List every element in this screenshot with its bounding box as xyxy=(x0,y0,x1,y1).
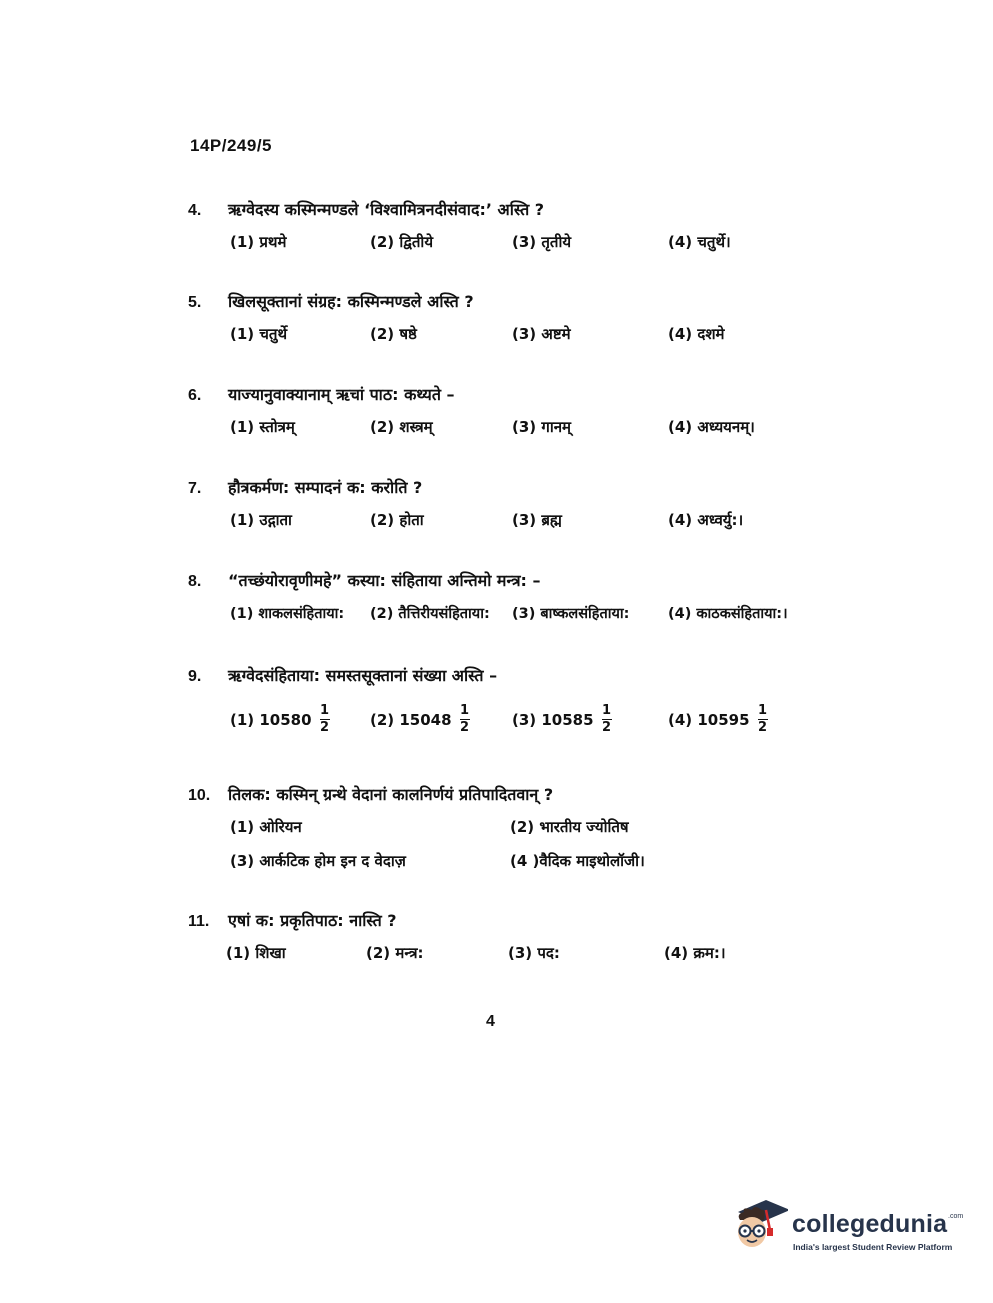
half-fraction xyxy=(602,704,612,735)
paper-code: 14P/249/5 xyxy=(190,136,273,155)
half-fraction xyxy=(320,704,330,735)
fraction-numerator: 1 xyxy=(758,703,768,718)
option-3: (3) अष्टमे xyxy=(512,325,571,343)
option-1: (1) शाकलसंहिताया: xyxy=(230,606,345,622)
question-number: 7. xyxy=(188,480,202,497)
question-6 xyxy=(188,383,848,443)
question-text: एषां क: प्रकृतिपाठ: नास्ति ? xyxy=(228,911,397,930)
question-9 xyxy=(188,664,848,744)
question-text: “तच्छंयोरावृणीमहे” कस्या: संहिताया अन्तिमो मन्त्र: – xyxy=(228,571,541,590)
question-text: ऋग्वेदस्य कस्मिन्मण्डले ‘विश्वामित्रनदीसंवाद:’ अस्ति ? xyxy=(228,200,545,219)
option-1: (1) प्रथमे xyxy=(230,233,287,251)
question-text: याज्यानुवाक्यानाम् ऋचां पाठ: कथ्यते – xyxy=(228,385,455,404)
brand-suffix: .com xyxy=(948,1213,964,1220)
option-4: (4 )वैदिक माइथोलॉजी। xyxy=(510,852,645,870)
options xyxy=(188,510,848,536)
option-1: (1) शिखा xyxy=(226,944,286,962)
option-4: (4) अध्ययनम्। xyxy=(668,418,755,436)
options xyxy=(188,704,848,744)
option-1: (1) चतुर्थे xyxy=(230,325,288,343)
options-row-1 xyxy=(188,817,848,843)
option-3: (3) ब्रह्म xyxy=(512,511,562,529)
options xyxy=(188,232,848,258)
question-number: 10. xyxy=(188,787,211,804)
option-value: (2) 15048 xyxy=(370,710,452,729)
question-4 xyxy=(188,198,848,258)
question-number: 4. xyxy=(188,202,202,219)
option-4: (4) काठकसंहिताया:। xyxy=(668,606,788,622)
option-3: (3) बाष्कलसंहिताया: xyxy=(512,606,630,622)
option-4: (4) क्रम:। xyxy=(664,944,726,962)
student-mascot-icon xyxy=(732,1196,788,1258)
option-3: (3) पद: xyxy=(508,944,560,962)
fraction-denominator: 2 xyxy=(460,720,470,735)
question-number: 8. xyxy=(188,573,202,590)
option-value: (1) 10580 xyxy=(230,710,312,729)
option-2: (2) शस्त्रम् xyxy=(370,418,433,436)
question-text: तिलक: कस्मिन् ग्रन्थे वेदानां कालनिर्णयं प्रतिपादितवान् ? xyxy=(228,785,554,804)
question-8 xyxy=(188,569,848,629)
fraction-numerator: 1 xyxy=(602,703,612,718)
option-value: (4) 10595 xyxy=(668,710,750,729)
options xyxy=(188,417,848,443)
question-number: 6. xyxy=(188,387,202,404)
fraction-numerator: 1 xyxy=(320,703,330,718)
option-1: (1) उद्गाता xyxy=(230,511,292,529)
question-number: 9. xyxy=(188,668,202,685)
half-fraction xyxy=(758,704,768,735)
question-5 xyxy=(188,290,848,350)
option-1: (1) ओरियन xyxy=(230,818,302,836)
option-2: (2) षष्ठे xyxy=(370,325,417,343)
option-2: (2) द्वितीये xyxy=(370,233,434,251)
page-number: 4 xyxy=(486,1013,495,1030)
brand-name: collegedunia xyxy=(792,1210,948,1238)
fraction-denominator: 2 xyxy=(320,720,330,735)
options xyxy=(188,603,848,629)
collegedunia-watermark xyxy=(732,1196,962,1260)
option-1: (1) स्तोत्रम् xyxy=(230,418,295,436)
option-2: (2) भारतीय ज्योतिष xyxy=(510,818,629,836)
option-3 xyxy=(512,704,612,735)
option-3: (3) गानम् xyxy=(512,418,571,436)
fraction-numerator: 1 xyxy=(460,703,470,718)
question-text: खिलसूक्तानां संग्रह: कस्मिन्मण्डले अस्ति ? xyxy=(228,292,474,311)
option-2: (2) होता xyxy=(370,511,424,529)
option-2: (2) तैत्तिरीयसंहिताया: xyxy=(370,606,490,622)
fraction-denominator: 2 xyxy=(602,720,612,735)
options-row-2 xyxy=(188,851,848,877)
half-fraction xyxy=(460,704,470,735)
option-1 xyxy=(230,704,330,735)
question-text: ऋग्वेदसंहिताया: समस्तसूक्तानां संख्या अस्ति – xyxy=(228,666,498,685)
option-2: (2) मन्त्र: xyxy=(366,944,424,962)
option-3: (3) आर्कटिक होम इन द वेदाज़ xyxy=(230,852,406,870)
question-10 xyxy=(188,783,848,877)
option-4 xyxy=(668,704,768,735)
question-number: 11. xyxy=(188,913,210,930)
question-number: 5. xyxy=(188,294,202,311)
option-3: (3) तृतीये xyxy=(512,233,572,251)
option-4: (4) चतुर्थे। xyxy=(668,233,731,251)
options xyxy=(188,943,848,969)
option-4: (4) अध्वर्यु:। xyxy=(668,511,744,529)
question-text: हौत्रकर्मण: सम्पादनं क: करोति ? xyxy=(228,478,423,497)
fraction-denominator: 2 xyxy=(758,720,768,735)
question-11 xyxy=(188,909,848,969)
brand-tagline: India's largest Student Review Platform xyxy=(793,1242,953,1252)
option-2 xyxy=(370,704,470,735)
question-7 xyxy=(188,476,848,536)
option-value: (3) 10585 xyxy=(512,710,594,729)
option-4: (4) दशमे xyxy=(668,325,725,343)
options xyxy=(188,324,848,350)
